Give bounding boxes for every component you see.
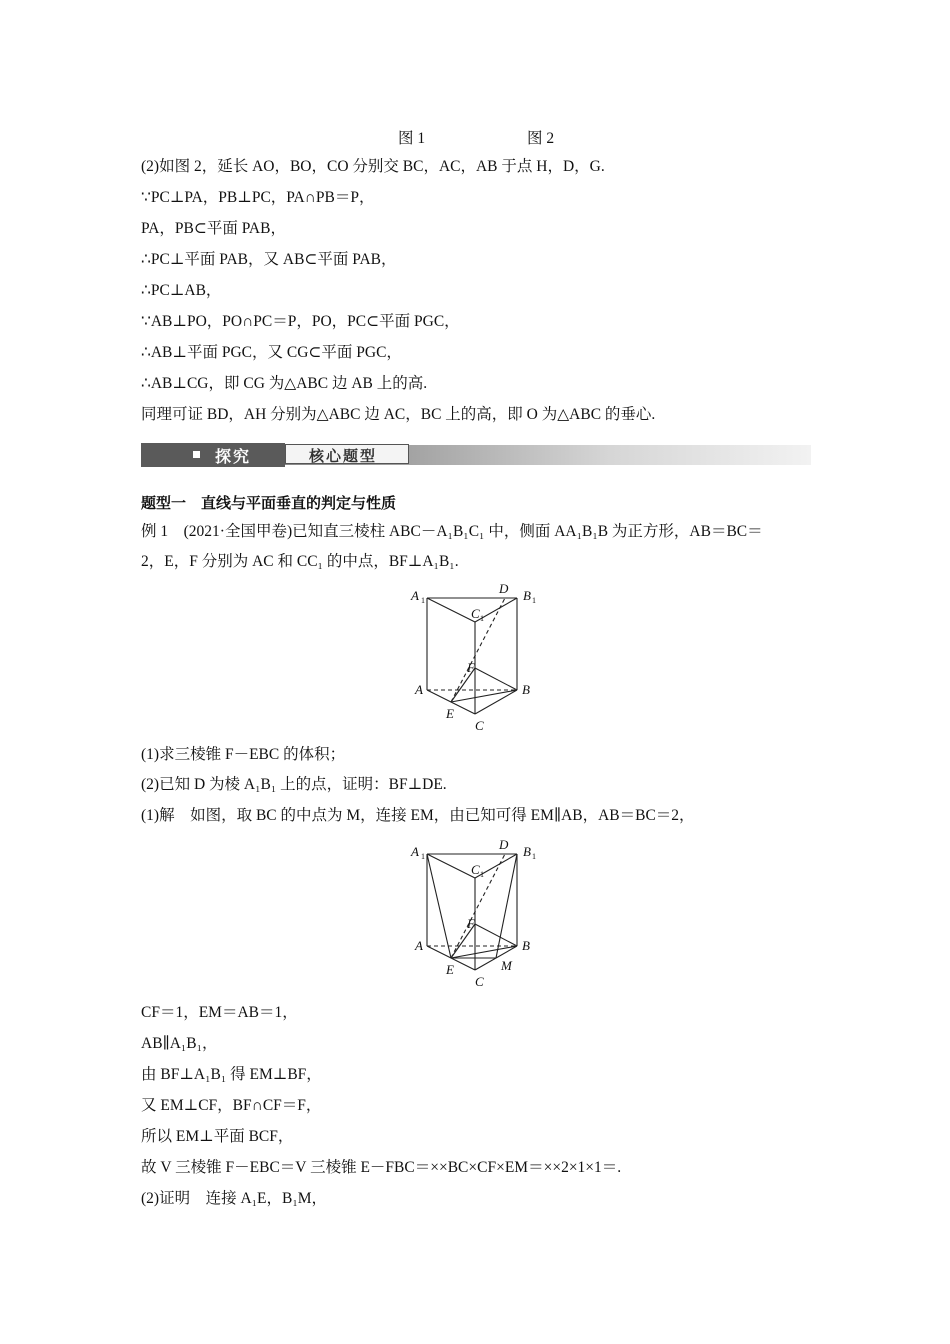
solution-line: CF＝1，EM＝AB＝1， <box>141 1004 298 1021</box>
label-b1: B <box>523 844 531 859</box>
segment-fb <box>475 668 517 690</box>
label-c1: C <box>471 862 480 877</box>
label-sub: 1 <box>421 596 425 605</box>
section-title: 题型一 直线与平面垂直的判定与性质 <box>141 494 397 512</box>
label-sub: 1 <box>532 852 536 861</box>
label-c: C <box>475 974 484 989</box>
proof-line: 同理可证 BD，AH 分别为△ABC 边 AC，BC 上的高，即 O 为△ABC 的垂心. <box>141 406 656 423</box>
solution-line: (2)证明 连接 A₁E，B₁M， <box>141 1190 328 1207</box>
prism-figure-1 <box>405 580 555 738</box>
segment-b1m <box>496 854 517 958</box>
proof-line: ∴PC⊥平面 PAB，又 AB⊂平面 PAB， <box>141 251 397 268</box>
question-line: (1)求三棱锥 F－EBC 的体积； <box>141 746 346 763</box>
label-f: F <box>467 916 475 931</box>
example-line: 例 1 (2021·全国甲卷)已知直三棱柱 ABC－A₁B₁C₁ 中，侧面 AA₁B₁B 为正方形，AB＝BC＝ <box>141 523 763 540</box>
solution-line: (1)解 如图，取 BC 的中点为 M，连接 EM，由已知可得 EM∥AB，AB＝BC＝2， <box>141 807 695 824</box>
segment-fb <box>475 924 517 946</box>
proof-line: PA，PB⊂平面 PAB， <box>141 220 286 237</box>
prism-figure-2 <box>405 836 555 994</box>
label-b1: B <box>523 588 531 603</box>
proof-line: ∴AB⊥CG，即 CG 为△ABC 边 AB 上的高. <box>141 375 428 392</box>
label-sub: 1 <box>480 614 484 623</box>
label-d: D <box>499 837 509 852</box>
proof-line: ∵AB⊥PO，PO∩PC＝P，PO，PC⊂平面 PGC， <box>141 313 460 330</box>
figure-2-caption: 图 2 <box>527 130 555 147</box>
label-e: E <box>446 962 454 977</box>
question-line: (2)已知 D 为棱 A₁B₁ 上的点，证明：BF⊥DE. <box>141 776 447 793</box>
label-b: B <box>522 938 530 953</box>
label-a: A <box>415 682 423 697</box>
section-banner <box>141 443 811 469</box>
label-e: E <box>446 706 454 721</box>
solution-line: 又 EM⊥CF，BF∩CF＝F， <box>141 1097 322 1114</box>
label-c: C <box>475 718 484 733</box>
proof-line: (2)如图 2，延长 AO，BO，CO 分别交 BC，AC，AB 于点 H，D，G. <box>141 158 605 175</box>
banner-dark-block <box>141 443 285 467</box>
edge-a1c1 <box>427 598 475 622</box>
proof-line: ∴PC⊥AB， <box>141 282 222 299</box>
square-bullet-icon <box>193 451 200 458</box>
label-d: D <box>499 581 509 596</box>
solution-line: 所以 EM⊥平面 BCF， <box>141 1128 294 1145</box>
label-a1: A <box>411 588 419 603</box>
label-sub: 1 <box>421 852 425 861</box>
edge-a1c1 <box>427 854 475 878</box>
banner-label-explore: 探究 <box>215 447 252 466</box>
label-c1: C <box>471 606 480 621</box>
label-a: A <box>415 938 423 953</box>
label-a1: A <box>411 844 419 859</box>
solution-line: AB∥A₁B₁， <box>141 1035 218 1052</box>
segment-a1e <box>427 854 451 958</box>
proof-line: ∵PC⊥PA，PB⊥PC，PA∩PB＝P， <box>141 189 375 206</box>
proof-line: ∴AB⊥平面 PGC，又 CG⊂平面 PGC， <box>141 344 402 361</box>
example-line: 2，E，F 分别为 AC 和 CC₁ 的中点，BF⊥A₁B₁. <box>141 553 459 570</box>
label-m: M <box>501 958 512 973</box>
solution-line: 由 BF⊥A₁B₁ 得 EM⊥BF， <box>141 1066 322 1083</box>
banner-label-core-types: 核心题型 <box>309 447 378 465</box>
label-f: F <box>467 660 475 675</box>
label-sub: 1 <box>480 870 484 879</box>
volume-formula-line: 故 V 三棱锥 F－EBC＝V 三棱锥 E－FBC＝××BC×CF×EM＝××2×1×1＝. <box>141 1159 622 1176</box>
label-sub: 1 <box>532 596 536 605</box>
figure-1-caption: 图 1 <box>398 130 426 147</box>
label-b: B <box>522 682 530 697</box>
